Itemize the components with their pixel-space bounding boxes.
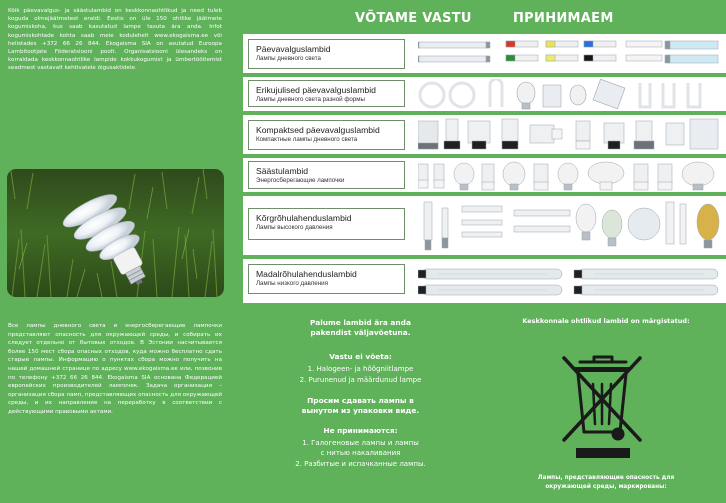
no-accept-et-title: Vastu ei võeta: <box>329 352 392 361</box>
category-row-energy-saving <box>243 158 726 192</box>
category-name-et: Päevavalguslambid <box>256 44 331 54</box>
low-pressure-lamps-icon <box>418 261 723 301</box>
marking-caption-ru-line1: Лампы, представляющие опасность для <box>537 475 675 481</box>
crossed-out-wheelie-bin-icon <box>554 348 650 464</box>
marking-title-et: Keskkonnale ohtlikud lambid on märgistatud: <box>522 317 690 325</box>
category-name-ru: Лампы низкого давления <box>256 280 328 287</box>
header-et: VÕTAME VASTU <box>355 11 472 26</box>
no-accept-ru-item: 1. Галогеновые лампы и лампы <box>302 439 419 447</box>
category-row-fluorescent <box>243 34 726 73</box>
energy-saving-lamps-icon <box>418 160 723 192</box>
category-name-ru: Лампы дневного света разной формы <box>256 96 365 103</box>
lamp-photo <box>7 169 224 297</box>
category-row-low-pressure <box>243 259 726 303</box>
no-accept-ru-item: 2. Разбитые и испачканные лампы. <box>295 460 426 468</box>
info-text-ru: Все лампы дневного света и энергосберегающие лампочки представляют опасность для окружающей среды, и собирать их следует отдельно от бытовых отходов. В Эстонии насчитывается более 150 мест сбора опасных отходов, куда можно бесплатно сдать старые лампы. Информацию о пунктах сбора можно получить на нашей домашней странице по адресу www.ekogaisma.ee или, позвонив по телефону +372 66 26 844. Ekogaisma SIA основана Федерацией европейских производителей лампочек. Задача организации – организация сбора ламп, представляющих опасность для окружающей среды, и их направление на переработку в соответствии с действующими правовыми актами. <box>8 323 222 415</box>
marking-caption-ru-line2: окружающей среды, маркированы: <box>545 484 667 490</box>
request-ru-line1: Просим сдавать лампы в <box>307 396 414 405</box>
header-ru: ПРИНИМАЕМ <box>513 11 614 26</box>
category-name-et: Kõrgrõhulahenduslambid <box>256 213 352 223</box>
marking-caption-ru <box>486 474 726 492</box>
no-accept-et-item: 2. Purunenud ja määrdunud lampe <box>299 376 422 384</box>
category-label <box>248 39 405 69</box>
category-name-et: Erikujulised päevavalguslambid <box>256 85 376 95</box>
fluorescent-tubes-icon <box>418 36 723 72</box>
request-ru-line2: вынутом из упаковки виде. <box>301 406 420 415</box>
request-et-line2: pakendist väljavõetuna. <box>310 328 411 337</box>
category-label <box>248 80 405 107</box>
request-et-line1: Palume lambid ära anda <box>310 318 411 327</box>
high-pressure-lamps-icon <box>418 198 723 254</box>
category-label <box>248 264 405 294</box>
compact-fluorescent-lamps-icon <box>418 117 723 153</box>
category-label <box>248 120 405 150</box>
category-label <box>248 208 405 240</box>
info-text-et: Kõik päevavalgus- ja säästulambid on keskkonnaohtlikud ja need tuleb koguda olmejäätmetest eraldi. Eestis on üle 150 ohtlike jäätmete kogumiskoha, kus saab kasutatud lampe tasuta ära anda. Infot kogumiskohtade kohta saab meie kodulehelt www.ekogaisma.ee või helistades +372 66 26 844. Ekogaisma SIA on asutatud Euroopa Lambitootjate Föderatsiooni poolt. Organisatsiooni ülesandeks on korraldada keskkonnaohtlike lampide kokkukogumist ja ümbertöötlemist seadmest vastavalt kehtivatele õigusaktidele. <box>8 8 222 72</box>
category-row-special-shape <box>243 77 726 111</box>
category-row-high-pressure <box>243 196 726 255</box>
category-name-ru: Лампы высокого давления <box>256 224 333 231</box>
category-name-et: Kompaktsed päevavalguslambid <box>256 125 380 135</box>
no-accept-ru-title: Не принимаются: <box>323 426 398 435</box>
category-name-ru: Энергосберегающие лампочки <box>256 177 345 184</box>
cfl-lamp-photo-icon <box>7 169 224 297</box>
marking-block <box>486 308 726 503</box>
category-name-ru: Лампы дневного света <box>256 55 321 62</box>
special-shape-lamps-icon <box>418 79 723 111</box>
category-row-compact <box>243 115 726 154</box>
instructions-block <box>243 308 478 503</box>
panel-header <box>243 0 726 34</box>
left-column <box>0 0 232 503</box>
no-accept-et-item: 1. Halogeen- ja hõõgniitlampe <box>307 365 414 373</box>
category-name-et: Säästulambid <box>256 166 309 176</box>
category-name-et: Madalrõhulahenduslambid <box>256 269 357 279</box>
accepted-lamps-panel <box>243 0 726 303</box>
category-label <box>248 161 405 189</box>
category-name-ru: Компактные лампы дневного света <box>256 136 358 143</box>
no-accept-ru-item: с нитью накаливания <box>320 449 401 457</box>
